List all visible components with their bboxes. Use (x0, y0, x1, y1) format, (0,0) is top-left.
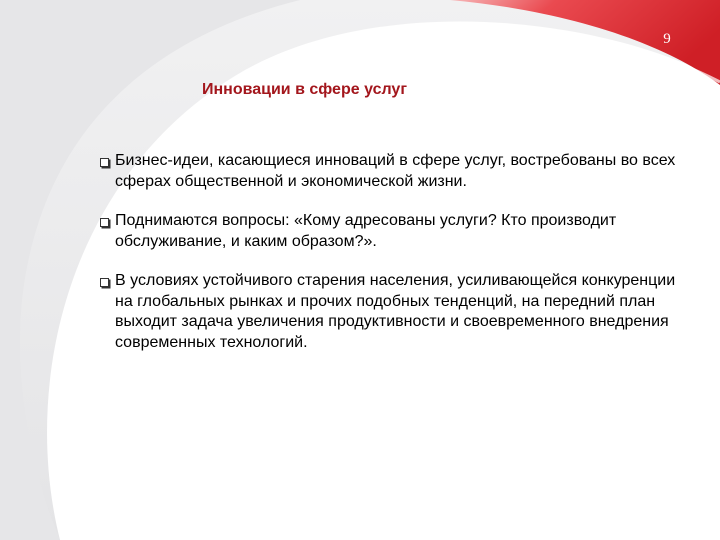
bullet-item (98, 211, 678, 252)
bullet-item (98, 151, 678, 192)
bullet-text: Бизнес-идеи, касающиеся инноваций в сфере услуг, востребованы во всех сферах общественной и экономической жизни. (115, 152, 676, 190)
bullet-text: В условиях устойчивого старения населения, усиливающейся конкуренции на глобальных рынках и прочих подобных тенденций, на передний план выходит задача увеличения продуктивности и своевременного внедрения современных технологий. (115, 272, 676, 351)
page-number: 9 (663, 31, 671, 47)
bullet-item (98, 271, 678, 353)
slide-title: Инновации в сфере услуг (202, 81, 407, 98)
square-bullet-icon (100, 218, 109, 227)
square-bullet-icon (100, 278, 109, 287)
bullet-text: Поднимаются вопросы: «Кому адресованы услуги? Кто производит обслуживание, и каким образом?». (115, 212, 617, 250)
square-bullet-icon (100, 158, 109, 167)
bullet-list (98, 151, 678, 353)
